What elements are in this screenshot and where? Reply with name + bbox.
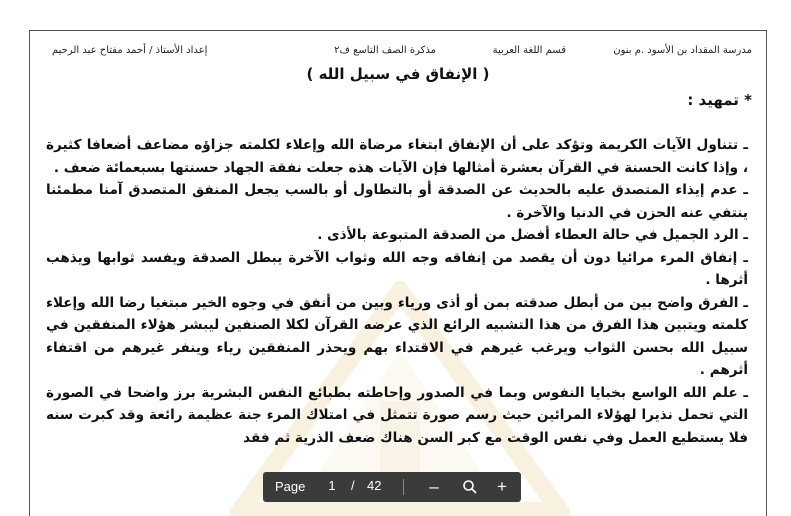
paragraph: ـ إنفاق المرء مرائيا دون أن يقصد من إنفاقه وجه الله وثواب الآخرة يبطل الصدقة ويفسد ثوابها ويذهب أثرها . <box>46 249 748 288</box>
paragraph: ـ تتناول الآيات الكريمة وتؤكد على أن الإنفاق ابتغاء مرضاة الله وإعلاء لكلمته جزاؤه مضاعف أضعافا كثيرة ، وإذا كانت الحسنة في القرآن بعشرة أمثالها فإن الآيات هذه جعلت نفقة الجهاد حسنتها بسبعمائة ضعف . <box>46 137 748 176</box>
zoom-in-icon-magnifier[interactable] <box>459 476 481 498</box>
document-page <box>29 30 767 516</box>
document-body <box>46 134 748 449</box>
paragraph: ـ الرد الجميل في حالة العطاء أفضل من الصدقة المتبوعة بالأذى . <box>317 227 748 243</box>
paragraph: ـ الفرق واضح بين من أبطل صدقته بمن أو أذى ورياء وبين من أنفق في وجوه الخير مبتغيا رضا الله وإعلاء كلمته ويتبين هذا الفرق من هذا التشبيه الرائع الذي عرضه القرآن لكلا الصنفين ليبشر هؤلاء المنفقين في سبيل الله بحسن الثواب ويرغب غيرهم في الاقتداء بهم ويحذر المنفقين رياء وينفر غيرهم من اقتفاء أثرهم . <box>46 294 748 378</box>
header-grade: مذكرة الصف التاسع ف٢ <box>334 45 436 56</box>
toolbar-divider <box>403 479 404 495</box>
page-separator: / <box>351 478 355 493</box>
section-heading: * تمهيد : <box>687 91 752 109</box>
header-school: مدرسة المقداد بن الأسود .م بنون <box>613 45 752 56</box>
current-page-input[interactable]: 1 <box>328 478 336 493</box>
zoom-in-icon[interactable]: + <box>497 477 507 496</box>
paragraph: ـ علم الله الواسع بخبايا النفوس وبما في الصدور وإحاطته بطبائع النفس البشرية برز واضحا في الصورة التي تحمل نذيرا لهؤلاء المرائين حيث رسم صورة تتمثل في امتلاك المرء جنة عظيمة رائعة وقد كبرت سنه فلا يستطيع العمل وفي نفس الوقت مع كبر السن هناك ضعف الذرية ثم فقد <box>46 384 748 446</box>
pdf-viewer-toolbar <box>263 472 521 502</box>
header-author: إعداد الأستاذ / أحمد مفتاح عبد الرحيم <box>52 45 208 56</box>
header-department: قسم اللغة العربية <box>492 45 566 56</box>
paragraph: ـ عدم إيذاء المتصدق عليه بالحديث عن الصدقة أو بالتطاول أو بالسب يجعل المنفق المتصدق آمنا مطمئنا ينتفي عنه الحزن في الدنيا والآخرة . <box>46 182 748 221</box>
total-pages: 42 <box>367 478 382 493</box>
page-title: ( الإنفاق في سبيل الله ) <box>306 65 490 83</box>
zoom-out-icon[interactable]: – <box>429 477 439 496</box>
magnifier-icon <box>462 479 478 495</box>
page-label: Page <box>275 479 306 494</box>
viewer-top-bar <box>0 0 791 28</box>
